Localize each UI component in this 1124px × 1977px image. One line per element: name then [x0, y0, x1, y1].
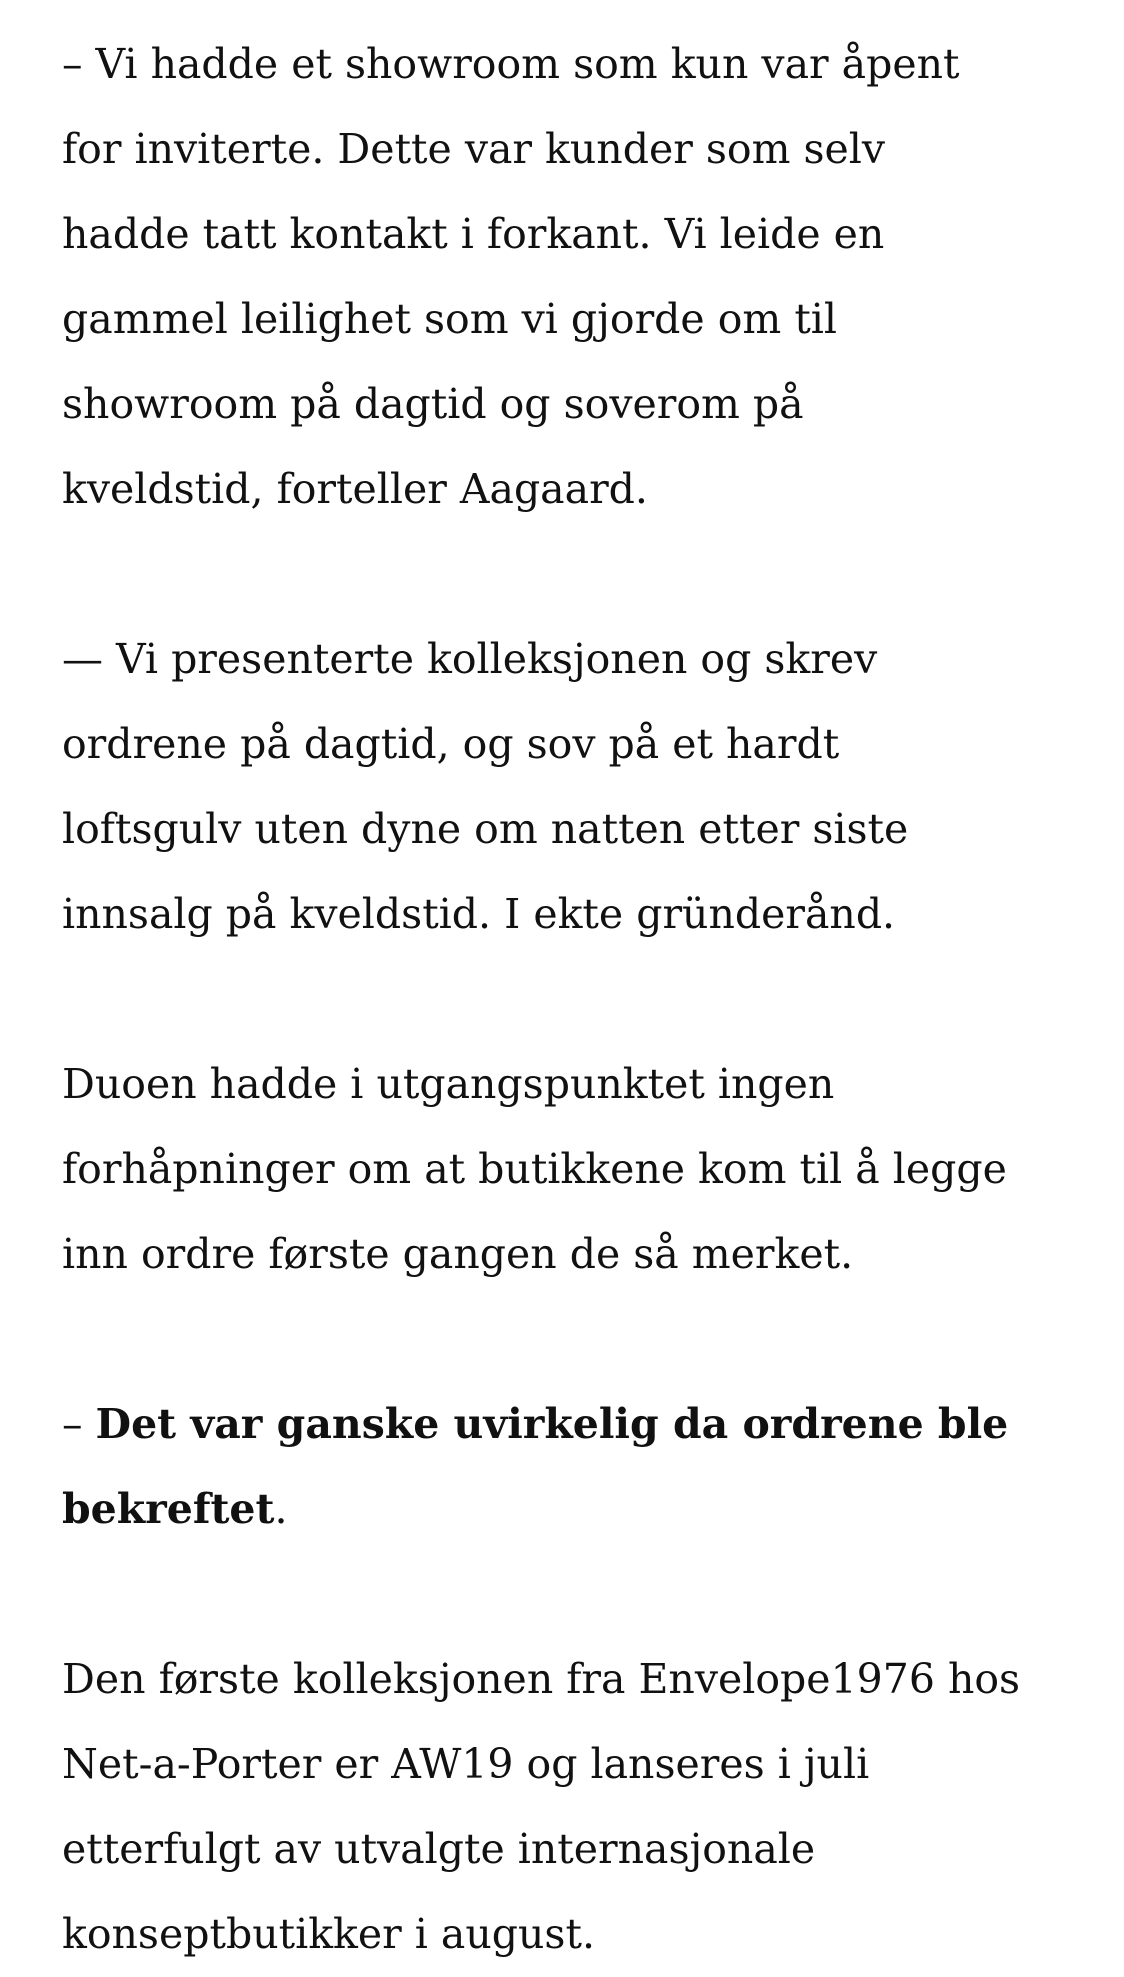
text-line: for inviterte. Dette var kunder som selv: [62, 125, 886, 173]
text-line: konseptbutikker i august.: [62, 1910, 595, 1958]
text-line: Net-a-Porter er AW19 og lanseres i juli: [62, 1740, 870, 1788]
paragraph-showroom: [62, 22, 1092, 532]
quote-line-2: [62, 1467, 1092, 1552]
quote-period: .: [274, 1485, 288, 1533]
paragraph-collection: [62, 617, 1092, 957]
quote-bold-text: Det var ganske uvirkelig da ordrene ble: [95, 1400, 1009, 1448]
text-line: etterfulgt av utvalgte internasjonale: [62, 1825, 816, 1873]
text-line: ordrene på dagtid, og sov på et hardt: [62, 720, 840, 768]
paragraph-quote: [62, 1382, 1092, 1552]
text-line: innsalg på kveldstid. I ekte gründerånd.: [62, 890, 896, 938]
text-line: kveldstid, forteller Aagaard.: [62, 465, 648, 513]
article-body: [62, 22, 1092, 1977]
text-line: — Vi presenterte kolleksjonen og skrev: [62, 635, 878, 683]
paragraph-expectations: [62, 1042, 1092, 1297]
text-line: loftsgulv uten dyne om natten etter siste: [62, 805, 909, 853]
text-line: – Vi hadde et showroom som kun var åpent: [62, 40, 960, 88]
text-line: gammel leilighet som vi gjorde om til: [62, 295, 838, 343]
text-line: hadde tatt kontakt i forkant. Vi leide en: [62, 210, 885, 258]
quote-line-1: [62, 1382, 1092, 1467]
quote-dash: –: [62, 1400, 96, 1448]
quote-bold-text: bekreftet: [62, 1485, 275, 1533]
text-line: Duoen hadde i utgangspunktet ingen: [62, 1060, 835, 1108]
text-line: showroom på dagtid og soverom på: [62, 380, 804, 428]
paragraph-launch: [62, 1637, 1092, 1977]
text-line: inn ordre første gangen de så merket.: [62, 1230, 854, 1278]
text-line: forhåpninger om at butikkene kom til å legge: [62, 1145, 1007, 1193]
text-line: Den første kolleksjonen fra Envelope1976 hos: [62, 1655, 1021, 1703]
